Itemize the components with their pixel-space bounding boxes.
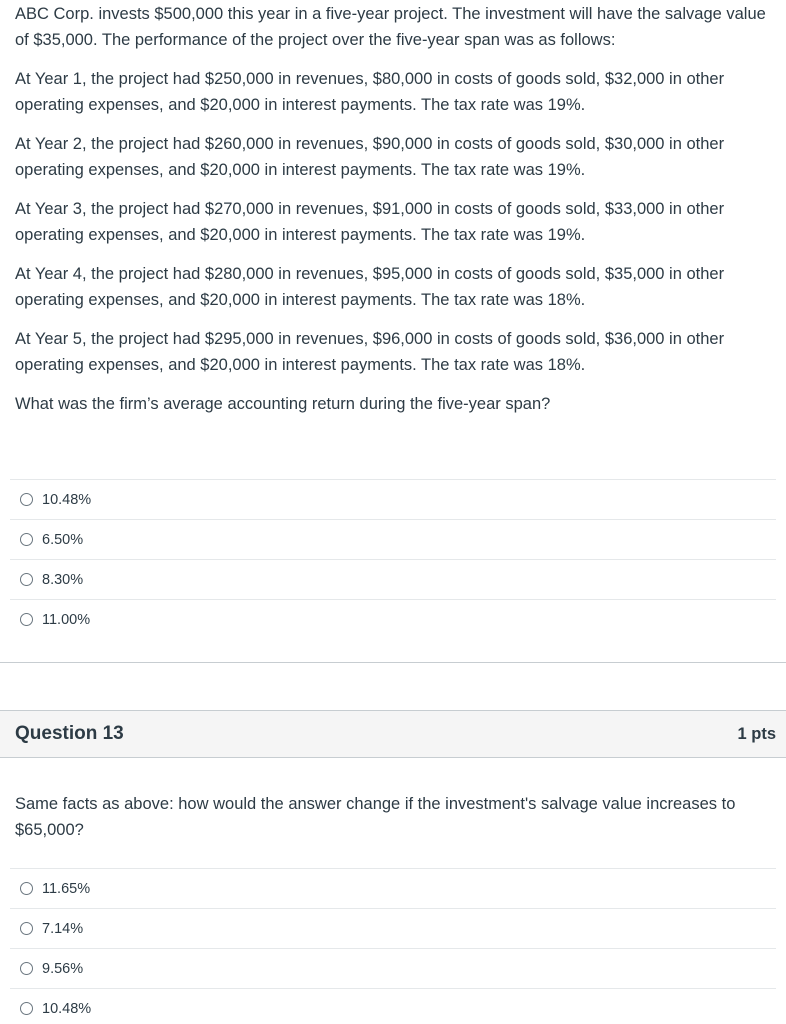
- answer-label: 8.30%: [42, 571, 84, 588]
- question-13-answers: [10, 868, 776, 1024]
- question-12-year-2: At Year 2, the project had $260,000 in revenues, $90,000 in costs of goods sold, $30,000 in other operating expenses, and $20,000 in interest payments. The tax rate was 19%.: [15, 135, 725, 179]
- question-12-answers: [10, 479, 776, 639]
- answer-label: 6.50%: [42, 531, 84, 548]
- radio-button[interactable]: [20, 613, 33, 626]
- radio-button[interactable]: [20, 493, 33, 506]
- answer-option[interactable]: [10, 868, 776, 908]
- answer-label: 10.48%: [42, 1000, 92, 1017]
- question-12-year-1: At Year 1, the project had $250,000 in revenues, $80,000 in costs of goods sold, $32,000 in other operating expenses, and $20,000 in interest payments. The tax rate was 19%.: [15, 70, 725, 114]
- question-13-prompt: Same facts as above: how would the answer change if the investment's salvage value increases to $65,000?: [15, 795, 736, 839]
- question-divider: [0, 662, 786, 663]
- answer-option[interactable]: [10, 519, 776, 559]
- answer-option[interactable]: [10, 479, 776, 519]
- question-13-body: [15, 791, 775, 856]
- radio-button[interactable]: [20, 922, 33, 935]
- radio-button[interactable]: [20, 962, 33, 975]
- radio-button[interactable]: [20, 573, 33, 586]
- answer-label: 7.14%: [42, 920, 84, 937]
- radio-button[interactable]: [20, 533, 33, 546]
- answer-option[interactable]: [10, 599, 776, 639]
- radio-button[interactable]: [20, 882, 33, 895]
- answer-option[interactable]: [10, 948, 776, 988]
- question-title: Question 13: [15, 723, 124, 744]
- question-12-year-5: At Year 5, the project had $295,000 in revenues, $96,000 in costs of goods sold, $36,000 in other operating expenses, and $20,000 in interest payments. The tax rate was 18%.: [15, 330, 725, 374]
- answer-label: 11.00%: [42, 611, 91, 628]
- question-points: 1 pts: [737, 725, 776, 743]
- question-12-year-3: At Year 3, the project had $270,000 in revenues, $91,000 in costs of goods sold, $33,000 in other operating expenses, and $20,000 in interest payments. The tax rate was 19%.: [15, 200, 725, 244]
- answer-label: 11.65%: [42, 880, 91, 897]
- answer-label: 10.48%: [42, 491, 92, 508]
- question-12-year-4: At Year 4, the project had $280,000 in revenues, $95,000 in costs of goods sold, $35,000 in other operating expenses, and $20,000 in interest payments. The tax rate was 18%.: [15, 265, 725, 309]
- answer-label: 9.56%: [42, 960, 84, 977]
- question-12-prompt: What was the firm’s average accounting return during the five-year span?: [15, 395, 551, 413]
- answer-option[interactable]: [10, 559, 776, 599]
- answer-option[interactable]: [10, 908, 776, 948]
- question-12-body: [15, 0, 775, 430]
- question-12-intro: ABC Corp. invests $500,000 this year in a five-year project. The investment will have the salvage value of $35,000. The performance of the project over the five-year span was as follows:: [15, 5, 766, 49]
- radio-button[interactable]: [20, 1002, 33, 1015]
- answer-option[interactable]: [10, 988, 776, 1024]
- question-13-header: [0, 710, 786, 758]
